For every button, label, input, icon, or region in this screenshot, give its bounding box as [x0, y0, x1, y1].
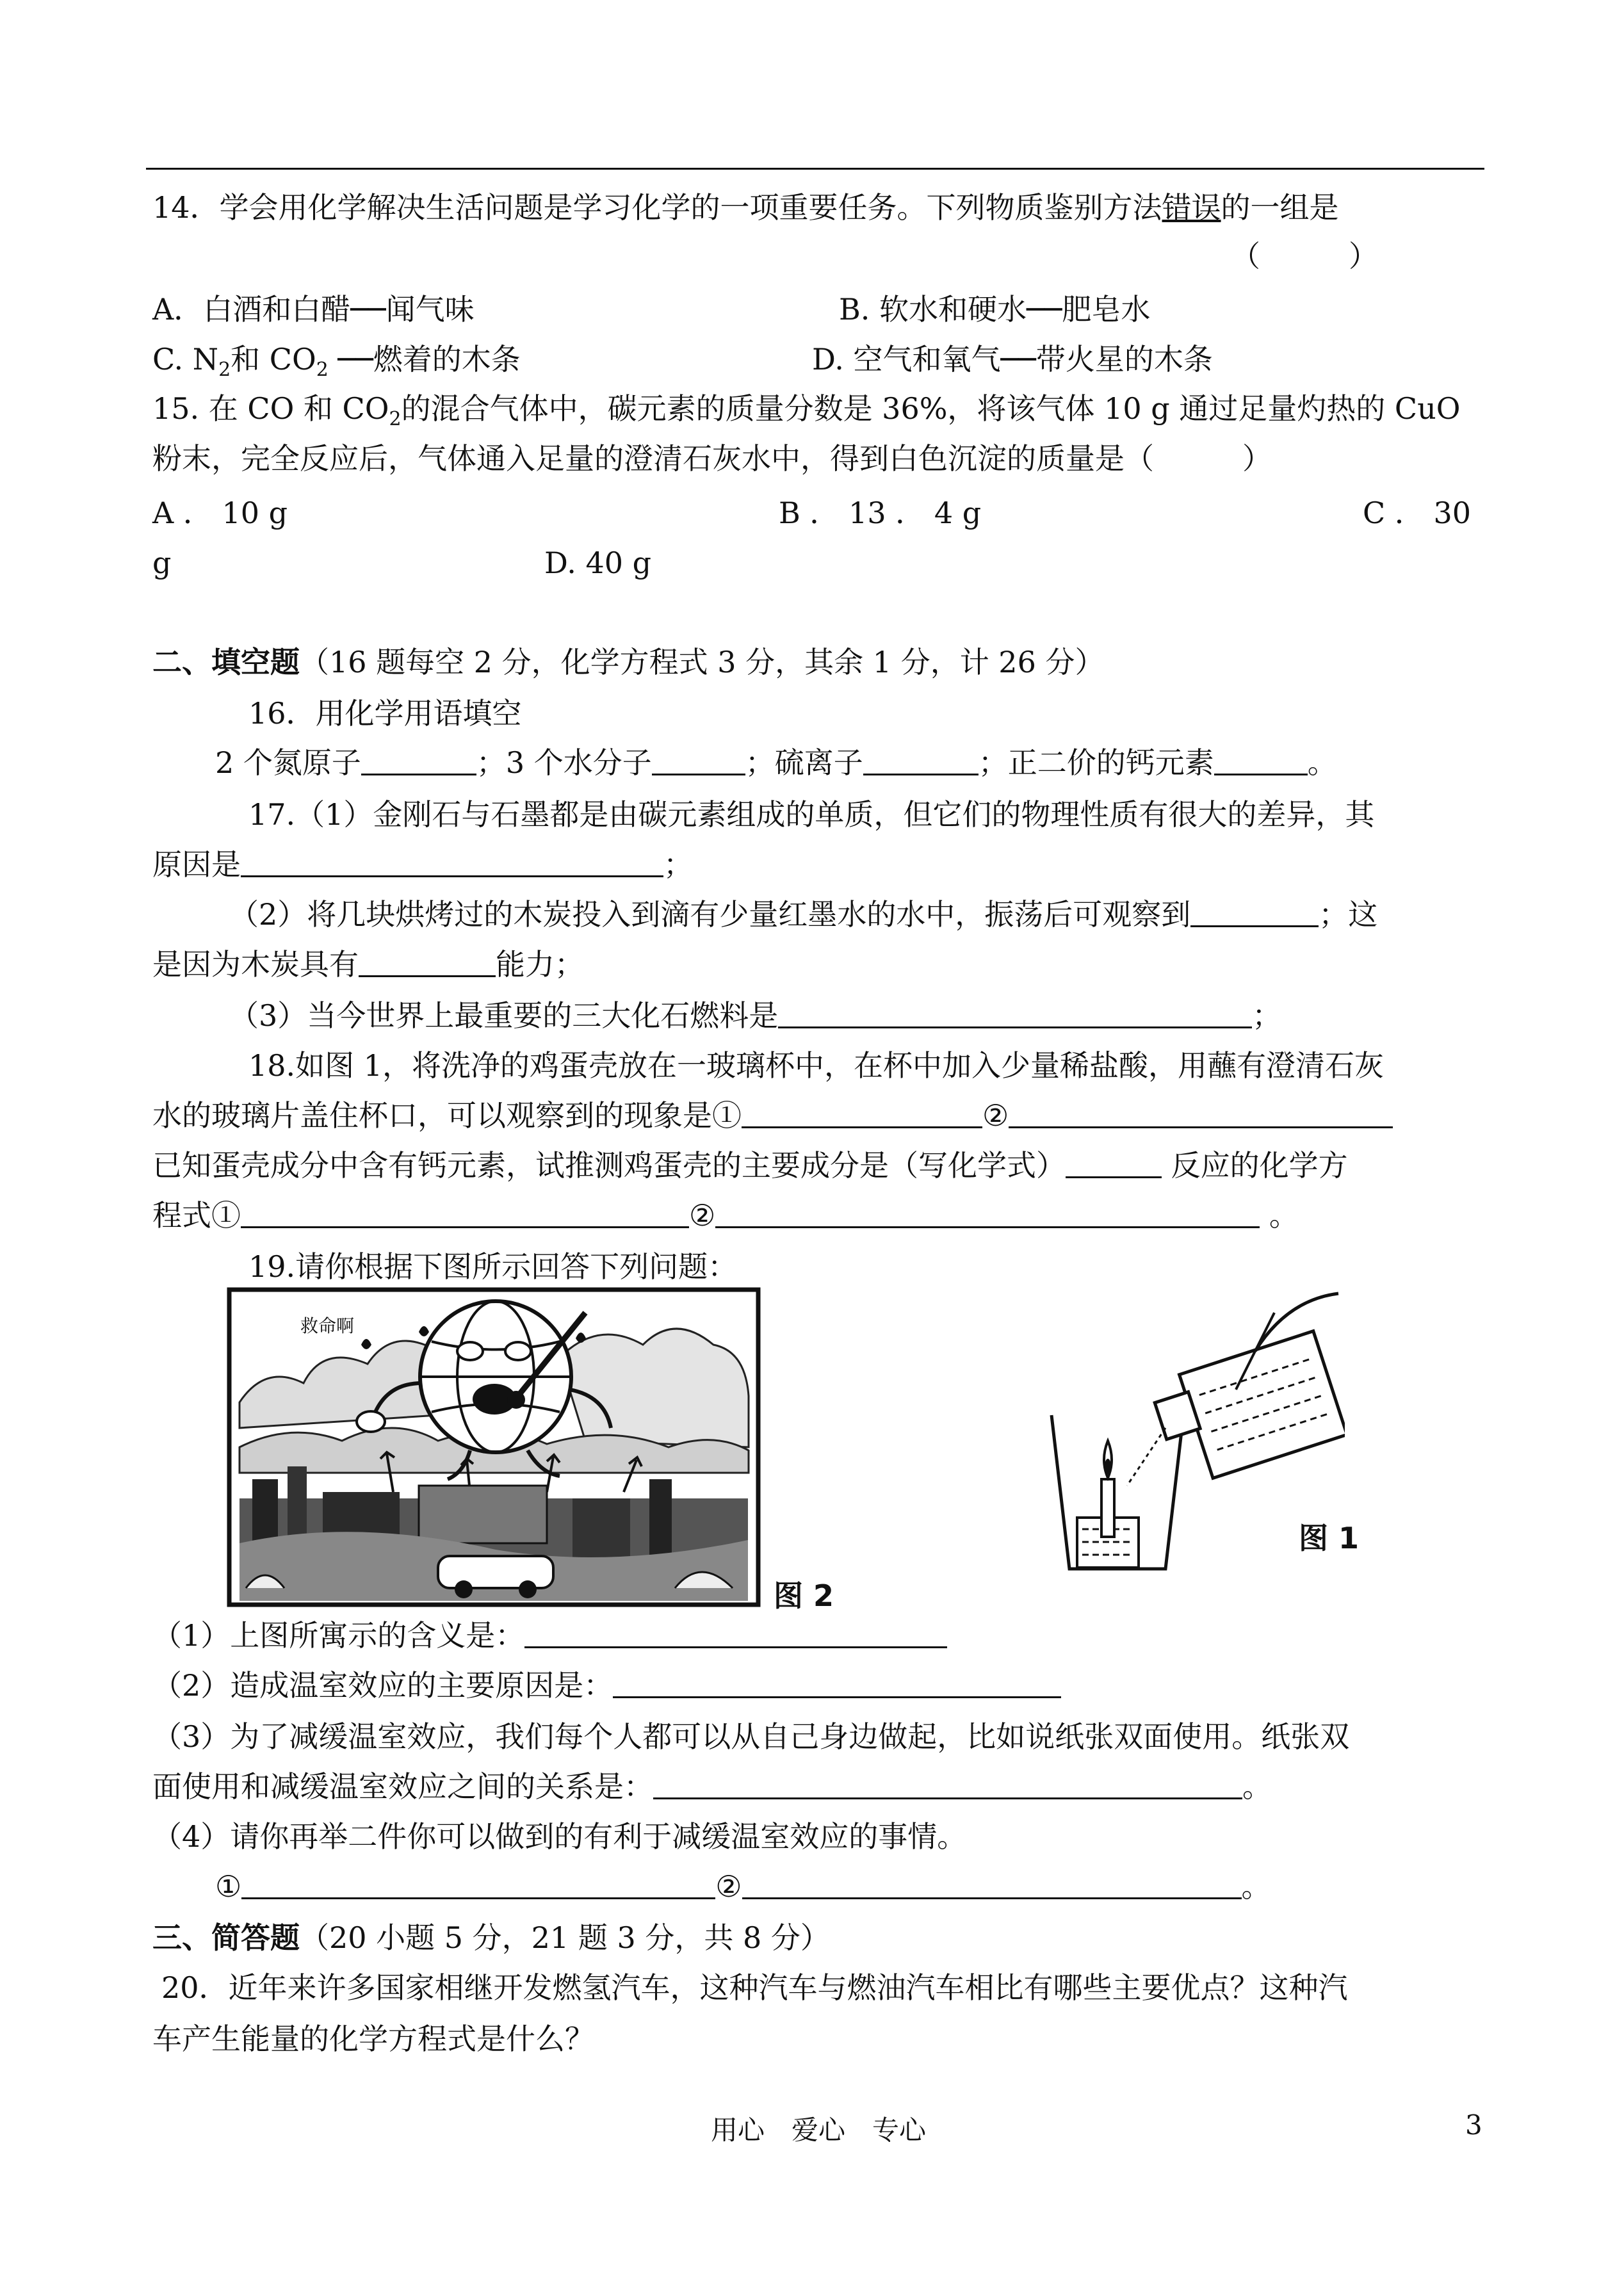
q15-option-a: A ． 10 g — [152, 496, 288, 530]
q17-line5: （3）当今世界上最重要的三大化石燃料是 ； — [229, 998, 1282, 1033]
q19-title: 19.请你根据下图所示回答下列问题： — [248, 1249, 738, 1284]
q18-line1: 18.如图 1，将洗净的鸡蛋壳放在一玻璃杯中，在杯中加入少量稀盐酸，用蘸有澄清石灰 — [248, 1048, 1384, 1083]
q14-option-d: D. 空气和氧气──带火星的木条 — [812, 342, 1213, 377]
q14-option-c: C. $N_2$和 $CO_2$ ──燃着的木条 — [152, 342, 521, 382]
q18-line3: 已知蛋壳成分中含有钙元素，试推测鸡蛋壳的主要成分是（写化学式） 反应的化学方 — [152, 1148, 1348, 1183]
q14-answer-bracket: （ ） — [1231, 239, 1378, 273]
q15-stem-line1: 15. 在 CO 和 $CO_2$的混合气体中，碳元素的质量分数是 36%，将该气体 10 g 通过足量灼热的 CuO — [152, 391, 1461, 431]
q19-sub4: （4）请你再举二件你可以做到的有利于减缓温室效应的事情。 — [152, 1819, 967, 1854]
page-number: 3 — [1465, 2109, 1482, 2141]
q14-stem: 14．学会用化学解决生活问题是学习化学的一项重要任务。下列物质鉴别方法错误的一组是 — [152, 190, 1339, 225]
figure-2-label: 图 2 — [774, 1578, 834, 1613]
q19-sub4-blanks: ① ② 。 — [215, 1869, 1271, 1904]
q14-emphasis: 错误 — [1162, 190, 1221, 225]
q17-line2: 原因是 ； — [152, 847, 693, 882]
q19-sub2: （2）造成温室效应的主要原因是： — [152, 1667, 1061, 1703]
q18-line4: 程式① ② 。 — [152, 1198, 1299, 1233]
figure-1-label: 图 1 — [1299, 1521, 1360, 1555]
q20-line1: 20．近年来许多国家相继开发燃氢汽车，这种汽车与燃油汽车相比有哪些主要优点？这种汽 — [161, 1970, 1348, 2005]
q15-stem-line2: 粉末，完全反应后，气体通入足量的澄清石灰水中，得到白色沉淀的质量是（ ） — [152, 441, 1272, 476]
section2-heading: 二、填空题（16 题每空 2 分，化学方程式 3 分，其余 1 分，计 26 分） — [152, 645, 1105, 679]
q15-option-d: D. 40 g — [544, 546, 652, 580]
section3-heading: 三、简答题（20 小题 5 分，21 题 3 分，共 8 分） — [152, 1920, 830, 1955]
q17-line1: 17.（1）金刚石与石墨都是由碳元素组成的单质，但它们的物理性质有很大的差异，其 — [248, 797, 1375, 832]
q14-option-b: B. 软水和硬水──肥皂水 — [839, 292, 1151, 327]
q19-sub3-line1: （3）为了减缓温室效应，我们每个人都可以从自己身边做起，比如说纸张双面使用。纸张双 — [152, 1719, 1350, 1754]
q19-sub3-line2: 面使用和减缓温室效应之间的关系是： 。 — [152, 1769, 1272, 1804]
q15-option-c-unit: g — [152, 546, 172, 580]
q15-option-b: B ． 13 ． 4 g — [779, 496, 982, 530]
q16-title: 16．用化学用语填空 — [248, 696, 522, 731]
q17-line3: （2）将几块烘烤过的木炭投入到滴有少量红墨水的水中，振荡后可观察到 ；这 — [229, 897, 1378, 932]
header-rule — [146, 168, 1484, 170]
q16-blanks: 2 个氮原子 ；3 个水分子 ；硫离子 ；正二价的钙元素 。 — [215, 745, 1337, 780]
q15-option-c: C ． 30 — [1363, 496, 1471, 530]
footer-motto: 用心 爱心 专心 — [711, 2114, 927, 2146]
q18-line2: 水的玻璃片盖住杯口，可以观察到的现象是① ② — [152, 1098, 1393, 1133]
q17-line4: 是因为木炭具有 能力； — [152, 947, 584, 982]
q20-line2: 车产生能量的化学方程式是什么？ — [152, 2022, 594, 2056]
cartoon-speech-text: 救命啊 — [300, 1315, 355, 1336]
q14-option-a: A．白酒和白醋──闻气味 — [152, 292, 475, 327]
figure-2-cartoon — [227, 1287, 761, 1607]
q19-sub1: （1）上图所寓示的含义是： — [152, 1618, 947, 1653]
